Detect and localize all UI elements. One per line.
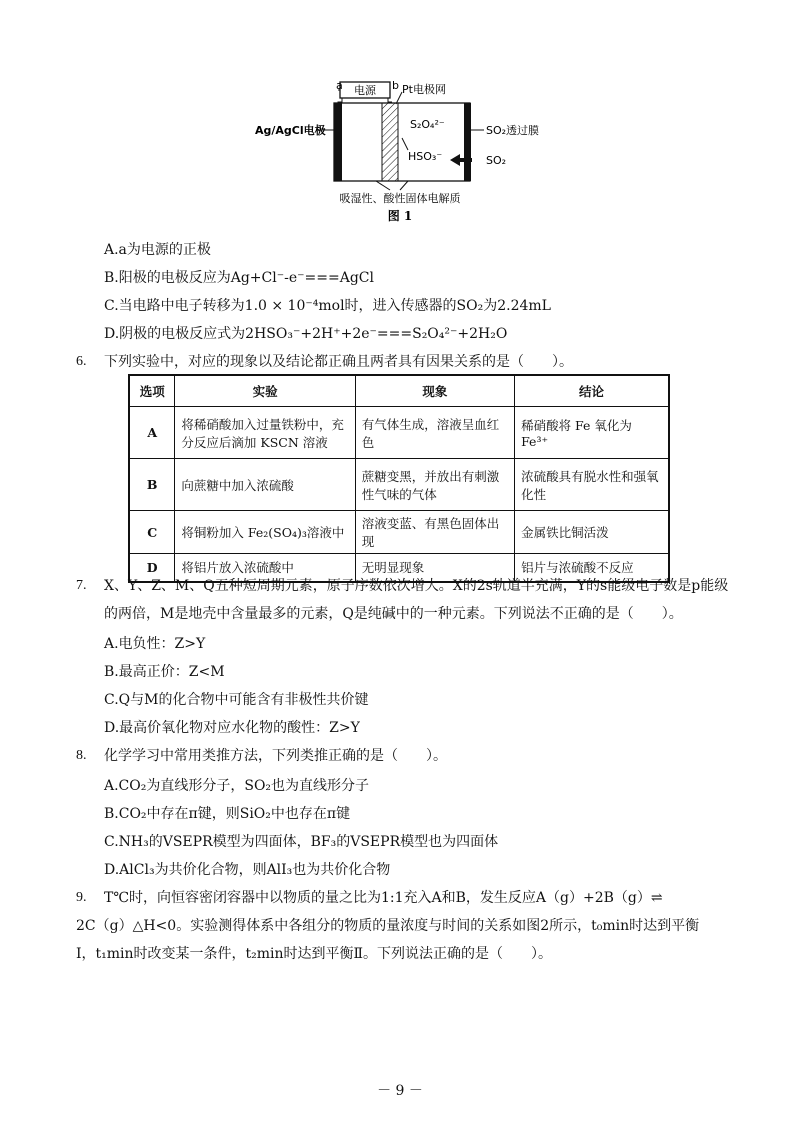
- q9-number: 9.: [76, 890, 87, 905]
- header-experiment: 实验: [175, 375, 355, 407]
- q7-option-b: B.最高正价：Z<M: [104, 664, 225, 680]
- row-conclusion: 浓硫酸具有脱水性和强氧化性: [515, 459, 669, 511]
- terminal-a: a: [336, 79, 343, 92]
- row-experiment: 将稀硝酸加入过量铁粉中，充分反应后滴加 KSCN 溶液: [175, 407, 355, 459]
- q7-stem-line1: X、Y、Z、M、Q五种短周期元素，原子序数依次增大。X的2s轨道半充满，Y的s能级电子数是p能级: [104, 578, 729, 594]
- electrochemical-cell-diagram: [250, 78, 550, 228]
- row-option: A: [129, 407, 175, 459]
- membrane-label: SO₂透过膜: [486, 124, 540, 137]
- q6-stem: 下列实验中，对应的现象以及结论都正确且两者具有因果关系的是（ ）。: [104, 354, 573, 370]
- row-experiment: 将铝片放入浓硫酸中: [175, 554, 355, 582]
- q7-stem-line2: 的两倍，M是地壳中含量最多的元素，Q是纯碱中的一种元素。下列说法不正确的是（ ）。: [104, 606, 683, 622]
- q5-option-a: A.a为电源的正极: [104, 242, 211, 258]
- q6-number: 6.: [76, 354, 87, 369]
- q9-line1: T℃时，向恒容密闭容器中以物质的量之比为1:1充入A和B，发生反应A（g）+2B（g）⇌: [104, 890, 663, 906]
- q5-option-c: C.当电路中电子转移为1.0 × 10⁻⁴mol时，进入传感器的SO₂为2.24mL: [104, 298, 551, 314]
- electrolyte-label: 吸湿性、酸性固体电解质: [339, 192, 461, 205]
- q8-stem: 化学学习中常用类推方法，下列类推正确的是（ ）。: [104, 748, 447, 764]
- gas-label: SO₂: [486, 154, 507, 167]
- left-electrode-label: Ag/AgCl电极: [255, 124, 326, 137]
- row-phenomenon: 蔗糖变黑，并放出有刺激性气味的气体: [355, 459, 514, 511]
- header-phenomenon: 现象: [355, 375, 514, 407]
- q7-option-c: C.Q与M的化合物中可能含有非极性共价键: [104, 692, 369, 708]
- row-phenomenon: 无明显现象: [355, 554, 514, 582]
- row-experiment: 向蔗糖中加入浓硫酸: [175, 459, 355, 511]
- q8-option-d: D.AlCl₃为共价化合物，则AlI₃也为共价化合物: [104, 862, 391, 878]
- figure-1: [250, 78, 550, 228]
- table-row: [129, 407, 669, 459]
- q5-option-d: D.阴极的电极反应式为2HSO₃⁻+2H⁺+2e⁻===S₂O₄²⁻+2H₂O: [104, 326, 508, 342]
- species-top: S₂O₄²⁻: [410, 118, 445, 131]
- row-conclusion: 铝片与浓硫酸不反应: [515, 554, 669, 582]
- q8-option-a: A.CO₂为直线形分子，SO₂也为直线形分子: [104, 778, 370, 794]
- row-option: B: [129, 459, 175, 511]
- q5-option-b: B.阳极的电极反应为Ag+Cl⁻-e⁻===AgCl: [104, 270, 374, 286]
- row-option: C: [129, 511, 175, 554]
- q8-option-c: C.NH₃的VSEPR模型为四面体，BF₃的VSEPR模型也为四面体: [104, 834, 499, 850]
- row-phenomenon: 有气体生成，溶液呈血红色: [355, 407, 514, 459]
- table-header-row: [129, 375, 669, 407]
- species-bottom: HSO₃⁻: [408, 150, 443, 163]
- table-row: [129, 459, 669, 511]
- q8-number: 8.: [76, 748, 87, 763]
- q7-option-d: D.最高价氧化物对应水化物的酸性：Z>Y: [104, 720, 360, 736]
- experiment-table: [128, 374, 670, 583]
- pt-label: Pt电极网: [402, 83, 446, 96]
- power-label: 电源: [354, 84, 376, 97]
- row-conclusion: 金属铁比铜活泼: [515, 511, 669, 554]
- page-number: － 9 －: [377, 1083, 423, 1099]
- q9-line2: 2C（g）△H<0。实验测得体系中各组分的物质的量浓度与时间的关系如图2所示，t₀min时达到平衡: [76, 918, 700, 934]
- header-conclusion: 结论: [515, 375, 669, 407]
- row-experiment: 将铜粉加入 Fe₂(SO₄)₃溶液中: [175, 511, 355, 554]
- row-conclusion: 稀硝酸将 Fe 氧化为 Fe³⁺: [515, 407, 669, 459]
- q9-line3: Ⅰ，t₁min时改变某一条件，t₂min时达到平衡Ⅱ。下列说法正确的是（ ）。: [76, 946, 553, 962]
- q7-number: 7.: [76, 578, 87, 593]
- q8-option-b: B.CO₂中存在π键，则SiO₂中也存在π键: [104, 806, 351, 822]
- header-option: 选项: [129, 375, 175, 407]
- figure-caption: 图 1: [387, 209, 413, 223]
- row-option: D: [129, 554, 175, 582]
- row-phenomenon: 溶液变蓝、有黑色固体出现: [355, 511, 514, 554]
- q7-option-a: A.电负性：Z>Y: [104, 636, 206, 652]
- table-row: [129, 511, 669, 554]
- terminal-b: b: [392, 79, 399, 92]
